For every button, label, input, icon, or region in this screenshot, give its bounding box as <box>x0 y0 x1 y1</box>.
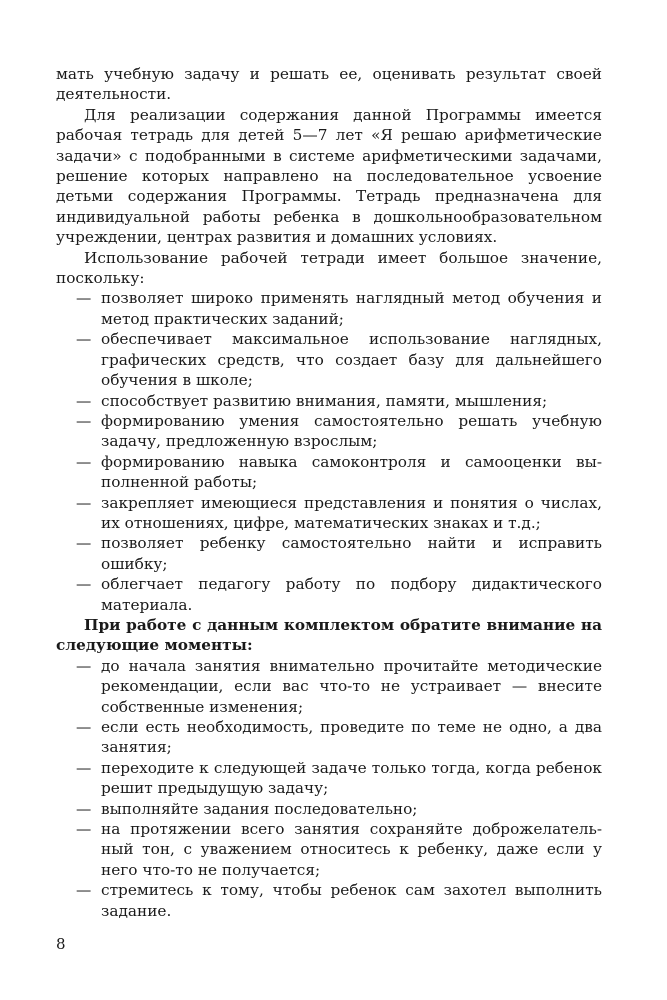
dash-marker: — <box>76 881 92 900</box>
dash-marker: — <box>76 799 92 818</box>
list-item <box>56 493 602 534</box>
list-item-text: способствует развитию внимания, памяти, мышления; <box>101 391 548 410</box>
list-item-text: позволяет ребенку самостоятельно найти и исправить ошибку; <box>101 534 602 573</box>
paragraph-continuation: мать учебную задачу и решать ее, оценивать результат своей деятельности. <box>56 65 602 104</box>
page-number: 8 <box>56 935 66 953</box>
list-item-text: переходите к следующей задаче только тогда, когда ребенок решит предыдущую задачу; <box>101 758 602 798</box>
list-item-text: до начала занятия внимательно прочитайте методические рекомендации, если вас что-то не устраивает — внесите собственные изменения; <box>101 656 602 716</box>
list-item <box>56 411 602 452</box>
list-item-text: обеспечивает максимальное использование наглядных, графических средств, что создает базу для дальнейшего обучения в школе; <box>101 330 602 390</box>
list-item-text: позволяет широко применять наглядный метод обучения и метод практических заданий; <box>101 289 602 328</box>
dash-marker: — <box>76 758 92 777</box>
page-text <box>56 64 602 921</box>
dash-marker: — <box>76 575 92 594</box>
list-item <box>56 880 602 921</box>
dash-marker: — <box>76 493 92 512</box>
list-item <box>56 656 602 717</box>
dash-marker: — <box>76 820 92 839</box>
list-item <box>56 574 602 615</box>
list-item <box>56 329 602 390</box>
dash-marker: — <box>76 391 92 410</box>
dash-marker: — <box>76 534 92 553</box>
list-item <box>56 391 602 411</box>
list-item-text: выполняйте задания последовательно; <box>101 799 418 818</box>
list-item-text: формированию навыка самоконтроля и самооценки выполненной работы; <box>101 452 602 492</box>
recommendations-list <box>56 656 602 921</box>
paragraph-bold-heading: При работе с данным комплектом обратите внимание на следующие моменты: <box>56 615 602 655</box>
list-item-text: формированию умения самостоятельно решать учебную задачу, предложенную взрослым; <box>101 411 602 451</box>
list-item <box>56 288 602 329</box>
list-item <box>56 819 602 880</box>
list-item <box>56 717 602 758</box>
list-item-text: если есть необходимость, проведите по теме не одно, а два занятия; <box>101 718 602 757</box>
dash-marker: — <box>76 411 92 430</box>
dash-marker: — <box>76 656 92 675</box>
dash-marker: — <box>76 452 92 471</box>
list-item <box>56 533 602 574</box>
dash-marker: — <box>76 330 92 349</box>
paragraph-usage-intro: Использование рабочей тетради имеет большое значение, поскольку: <box>56 248 602 288</box>
list-item <box>56 799 602 819</box>
benefits-list <box>56 288 602 615</box>
list-item-text: закрепляет имеющиеся представления и понятия о числах, их отношениях, цифре, математических знаках и т.д.; <box>101 493 602 532</box>
list-item-text: облегчает педагогу работу по подбору дидактического материала. <box>101 575 602 614</box>
list-item <box>56 452 602 493</box>
list-item-text: на протяжении всего занятия сохраняйте доброжелательный тон, с уважением относитесь к ребенку, даже если у него что-то не получается; <box>101 820 602 879</box>
list-item <box>56 758 602 799</box>
dash-marker: — <box>76 289 92 308</box>
dash-marker: — <box>76 718 92 736</box>
paragraph-workbook: Для реализации содержания данной Программы имеется рабочая тетрадь для детей 5—7 лет «Я решаю арифметические задачи» с подобранными в системе арифметическими задачами, решение которых направлено на последовательное усвоение детьми содержания Программы. Тетрадь предназначена для индивидуальной работы ребенка в дошкольнообразовательном учреждении, центрах развития и домашних условиях. <box>56 105 602 247</box>
list-item-text: стремитесь к тому, чтобы ребенок сам захотел выполнить задание. <box>101 881 602 920</box>
